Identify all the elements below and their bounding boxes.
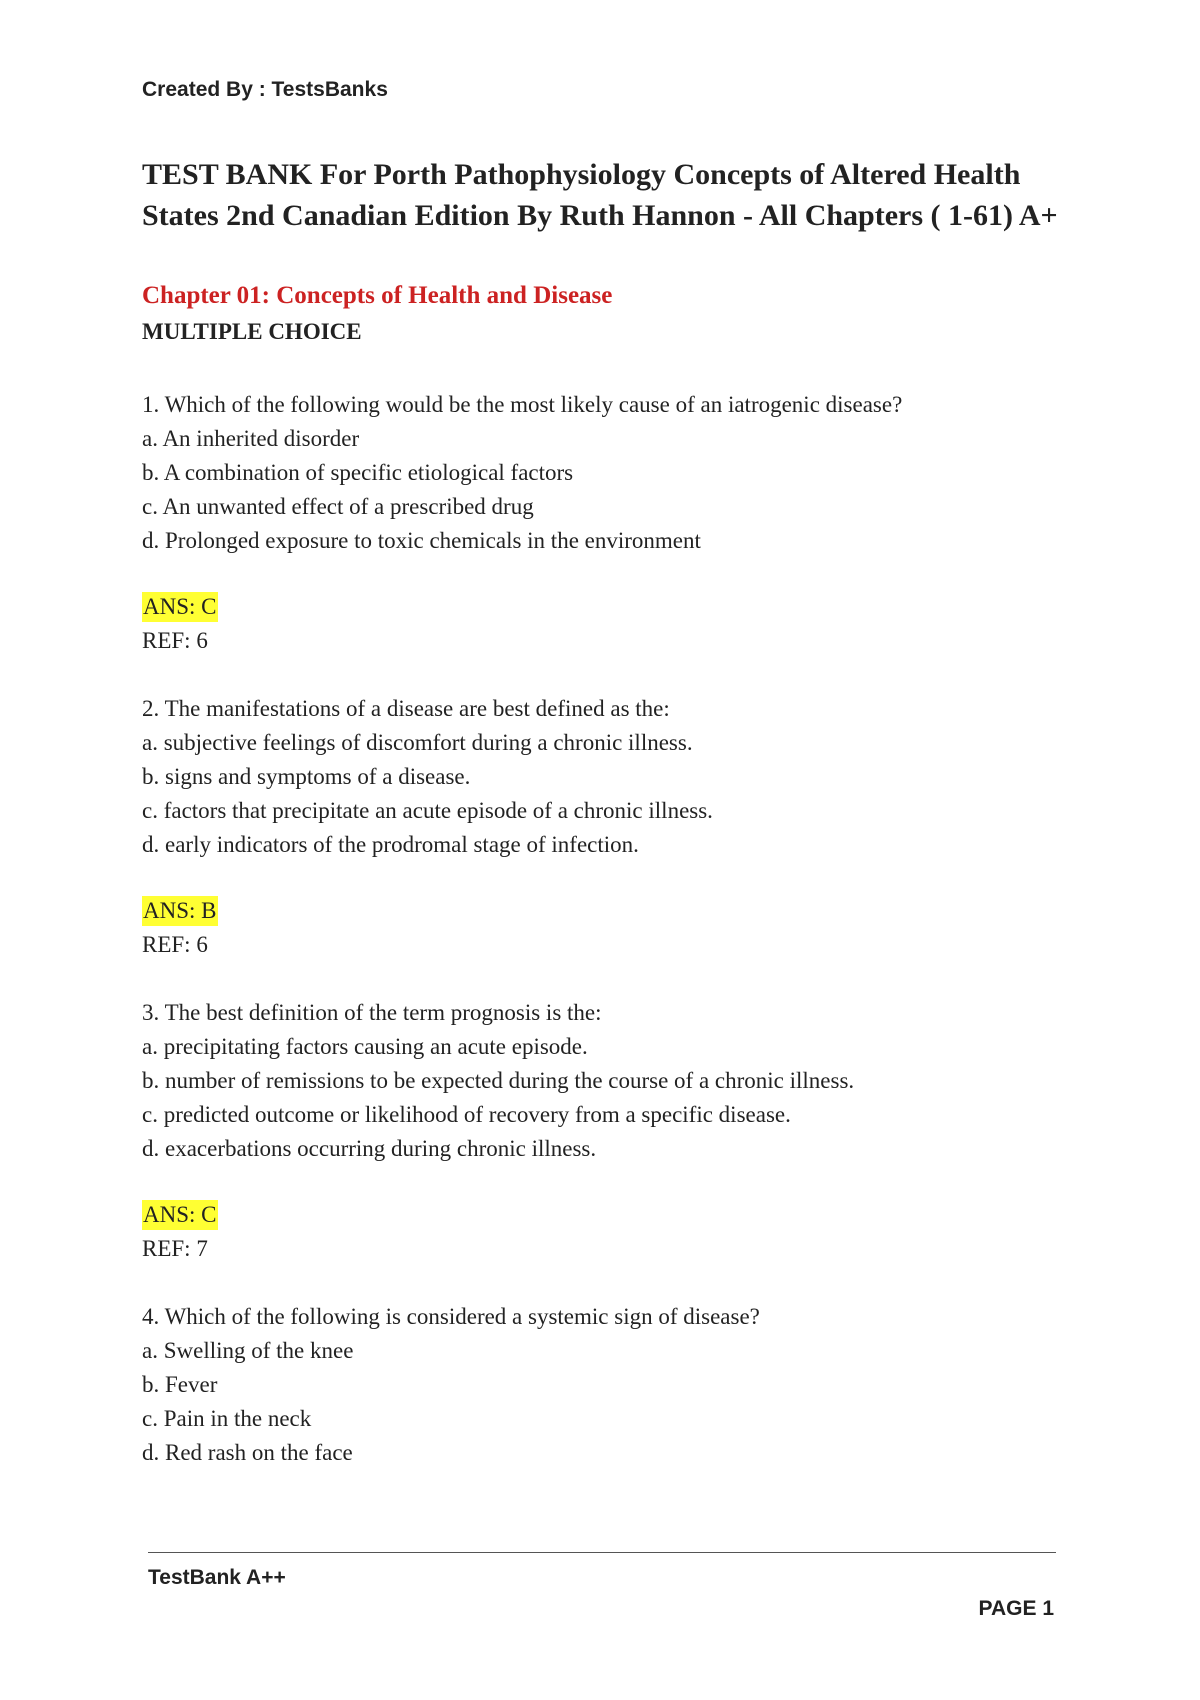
page-number: PAGE 1 (978, 1597, 1054, 1620)
question-2 (142, 692, 1102, 962)
footer-divider (148, 1552, 1056, 1553)
answer-option-c: c. Pain in the neck (142, 1406, 312, 1431)
answer-key: ANS: C (142, 1200, 218, 1230)
spacer (142, 1166, 1102, 1198)
answer-option-a: a. Swelling of the knee (142, 1338, 354, 1363)
answer-line (142, 1198, 1102, 1232)
answer-option-c: c. An unwanted effect of a prescribed drug (142, 494, 534, 519)
question-stem: 1. Which of the following would be the most likely cause of an iatrogenic disease? (142, 392, 903, 417)
answer-key: ANS: C (142, 592, 218, 622)
answer-option-a: a. precipitating factors causing an acute episode. (142, 1034, 588, 1059)
question-4 (142, 1300, 1102, 1470)
question-1 (142, 388, 1102, 658)
question-stem: 2. The manifestations of a disease are best defined as the: (142, 696, 670, 721)
answer-option-d: d. exacerbations occurring during chronic illness. (142, 1136, 597, 1161)
question-stem: 4. Which of the following is considered a systemic sign of disease? (142, 1304, 760, 1329)
answer-option-d: d. Red rash on the face (142, 1440, 353, 1465)
question-3 (142, 996, 1102, 1266)
answer-line (142, 894, 1102, 928)
answer-option-d: d. early indicators of the prodromal stage of infection. (142, 832, 639, 857)
footer-brand: TestBank A++ (148, 1566, 286, 1589)
answer-option-b: b. A combination of specific etiological factors (142, 460, 574, 485)
document-title: TEST BANK For Porth Pathophysiology Concepts of Altered Health States 2nd Canadian Edition By Ruth Hannon - All Chapters ( 1-61) A+ (142, 158, 1058, 232)
question-list (142, 388, 1102, 1504)
section-title: MULTIPLE CHOICE (142, 319, 362, 344)
answer-option-c: c. predicted outcome or likelihood of recovery from a specific disease. (142, 1102, 791, 1127)
answer-line (142, 590, 1102, 624)
answer-option-b: b. Fever (142, 1372, 218, 1397)
spacer (142, 558, 1102, 590)
answer-option-b: b. signs and symptoms of a disease. (142, 764, 471, 789)
reference-line: REF: 7 (142, 1236, 208, 1261)
question-stem: 3. The best definition of the term prognosis is the: (142, 1000, 602, 1025)
answer-option-d: d. Prolonged exposure to toxic chemicals in the environment (142, 528, 701, 553)
created-by-header: Created By : TestsBanks (142, 78, 388, 101)
reference-line: REF: 6 (142, 628, 208, 653)
answer-option-c: c. factors that precipitate an acute episode of a chronic illness. (142, 798, 713, 823)
answer-option-b: b. number of remissions to be expected during the course of a chronic illness. (142, 1068, 855, 1093)
answer-key: ANS: B (142, 896, 218, 926)
answer-option-a: a. subjective feelings of discomfort during a chronic illness. (142, 730, 693, 755)
reference-line: REF: 6 (142, 932, 208, 957)
answer-option-a: a. An inherited disorder (142, 426, 360, 451)
chapter-title: Chapter 01: Concepts of Health and Disease (142, 282, 613, 309)
spacer (142, 862, 1102, 894)
